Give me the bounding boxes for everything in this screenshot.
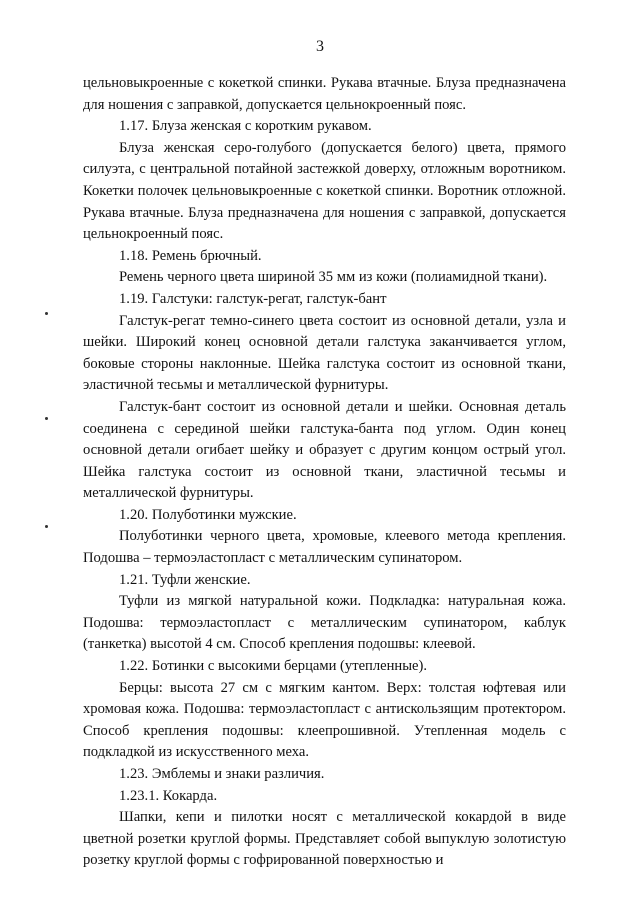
section-heading: 1.19. Галстуки: галстук-регат, галстук-бант bbox=[119, 290, 387, 307]
section-heading: 1.20. Полуботинки мужские. bbox=[119, 506, 297, 523]
section-heading: 1.21. Туфли женские. bbox=[119, 571, 251, 588]
scan-artifact-dot bbox=[45, 525, 48, 528]
paragraph: Галстук-регат темно-синего цвета состоит из основной детали, узла и шейки. Широкий конец основной детали галстука заканчивается углом, боковые стороны наклонные. Шейка галстука состоит из основной ткани, эластичной тесьмы и металлической фурнитуры. bbox=[83, 312, 566, 394]
section-heading: 1.22. Ботинки с высокими берцами (утепленные). bbox=[119, 658, 428, 675]
paragraph: Полуботинки черного цвета, хромовые, клеевого метода крепления. Подошва – термоэластопласт с металлическим супинатором. bbox=[83, 528, 566, 567]
scan-artifact-dot bbox=[45, 417, 48, 420]
paragraph: Туфли из мягкой натуральной кожи. Подкладка: натуральная кожа. Подошва: термоэластопласт с металлическим супинатором, каблук (танкетка) высотой 4 см. Способ крепления подошвы: клеевой. bbox=[83, 593, 566, 653]
paragraph: Шапки, кепи и пилотки носят с металлической кокардой в виде цветной розетки круглой формы. Представляет собой выпуклую золотистую розетку круглой формы с гофрированной поверхностью и bbox=[83, 809, 566, 869]
paragraph: Блуза женская серо-голубого (допускается белого) цвета, прямого силуэта, с центральной потайной застежкой доверху, отложным воротником. Кокетки полочек цельновыкроенные с кокеткой спинки. Воротник отложной. Рукава втачные. Блуза предназначена для ношения с заправкой, допускается цельнокроенный пояс. bbox=[83, 139, 566, 243]
scan-artifact-dot bbox=[45, 312, 48, 315]
section-heading: 1.23.1. Кокарда. bbox=[119, 787, 218, 804]
paragraph: Галстук-бант состоит из основной детали и шейки. Основная деталь соединена с серединой шейки галстука-банта под углом. Один конец основной детали огибает шейку и образует с другим концом острый угол. Шейка галстука состоит из основной ткани, эластичной тесьмы и металлической фурнитуры. bbox=[83, 398, 566, 502]
section-heading: 1.17. Блуза женская с коротким рукавом. bbox=[119, 118, 372, 135]
paragraph: Берцы: высота 27 см с мягким кантом. Верх: толстая юфтевая или хромовая кожа. Подошва: термоэластопласт с антискользящим протектором. Способ крепления подошвы: клеепрошивной. Утепленная модель с подкладкой из искусственного меха. bbox=[83, 679, 566, 761]
paragraph: Ремень черного цвета шириной 35 мм из кожи (полиамидной ткани). bbox=[119, 269, 548, 286]
paragraph: цельновыкроенные с кокеткой спинки. Рукава втачные. Блуза предназначена для ношения с заправкой, допускается цельнокроенный пояс. bbox=[83, 75, 566, 113]
page-number: 3 bbox=[316, 38, 324, 55]
section-heading: 1.18. Ремень брючный. bbox=[119, 247, 262, 264]
section-heading: 1.23. Эмблемы и знаки различия. bbox=[119, 766, 325, 782]
document-body bbox=[83, 73, 566, 872]
